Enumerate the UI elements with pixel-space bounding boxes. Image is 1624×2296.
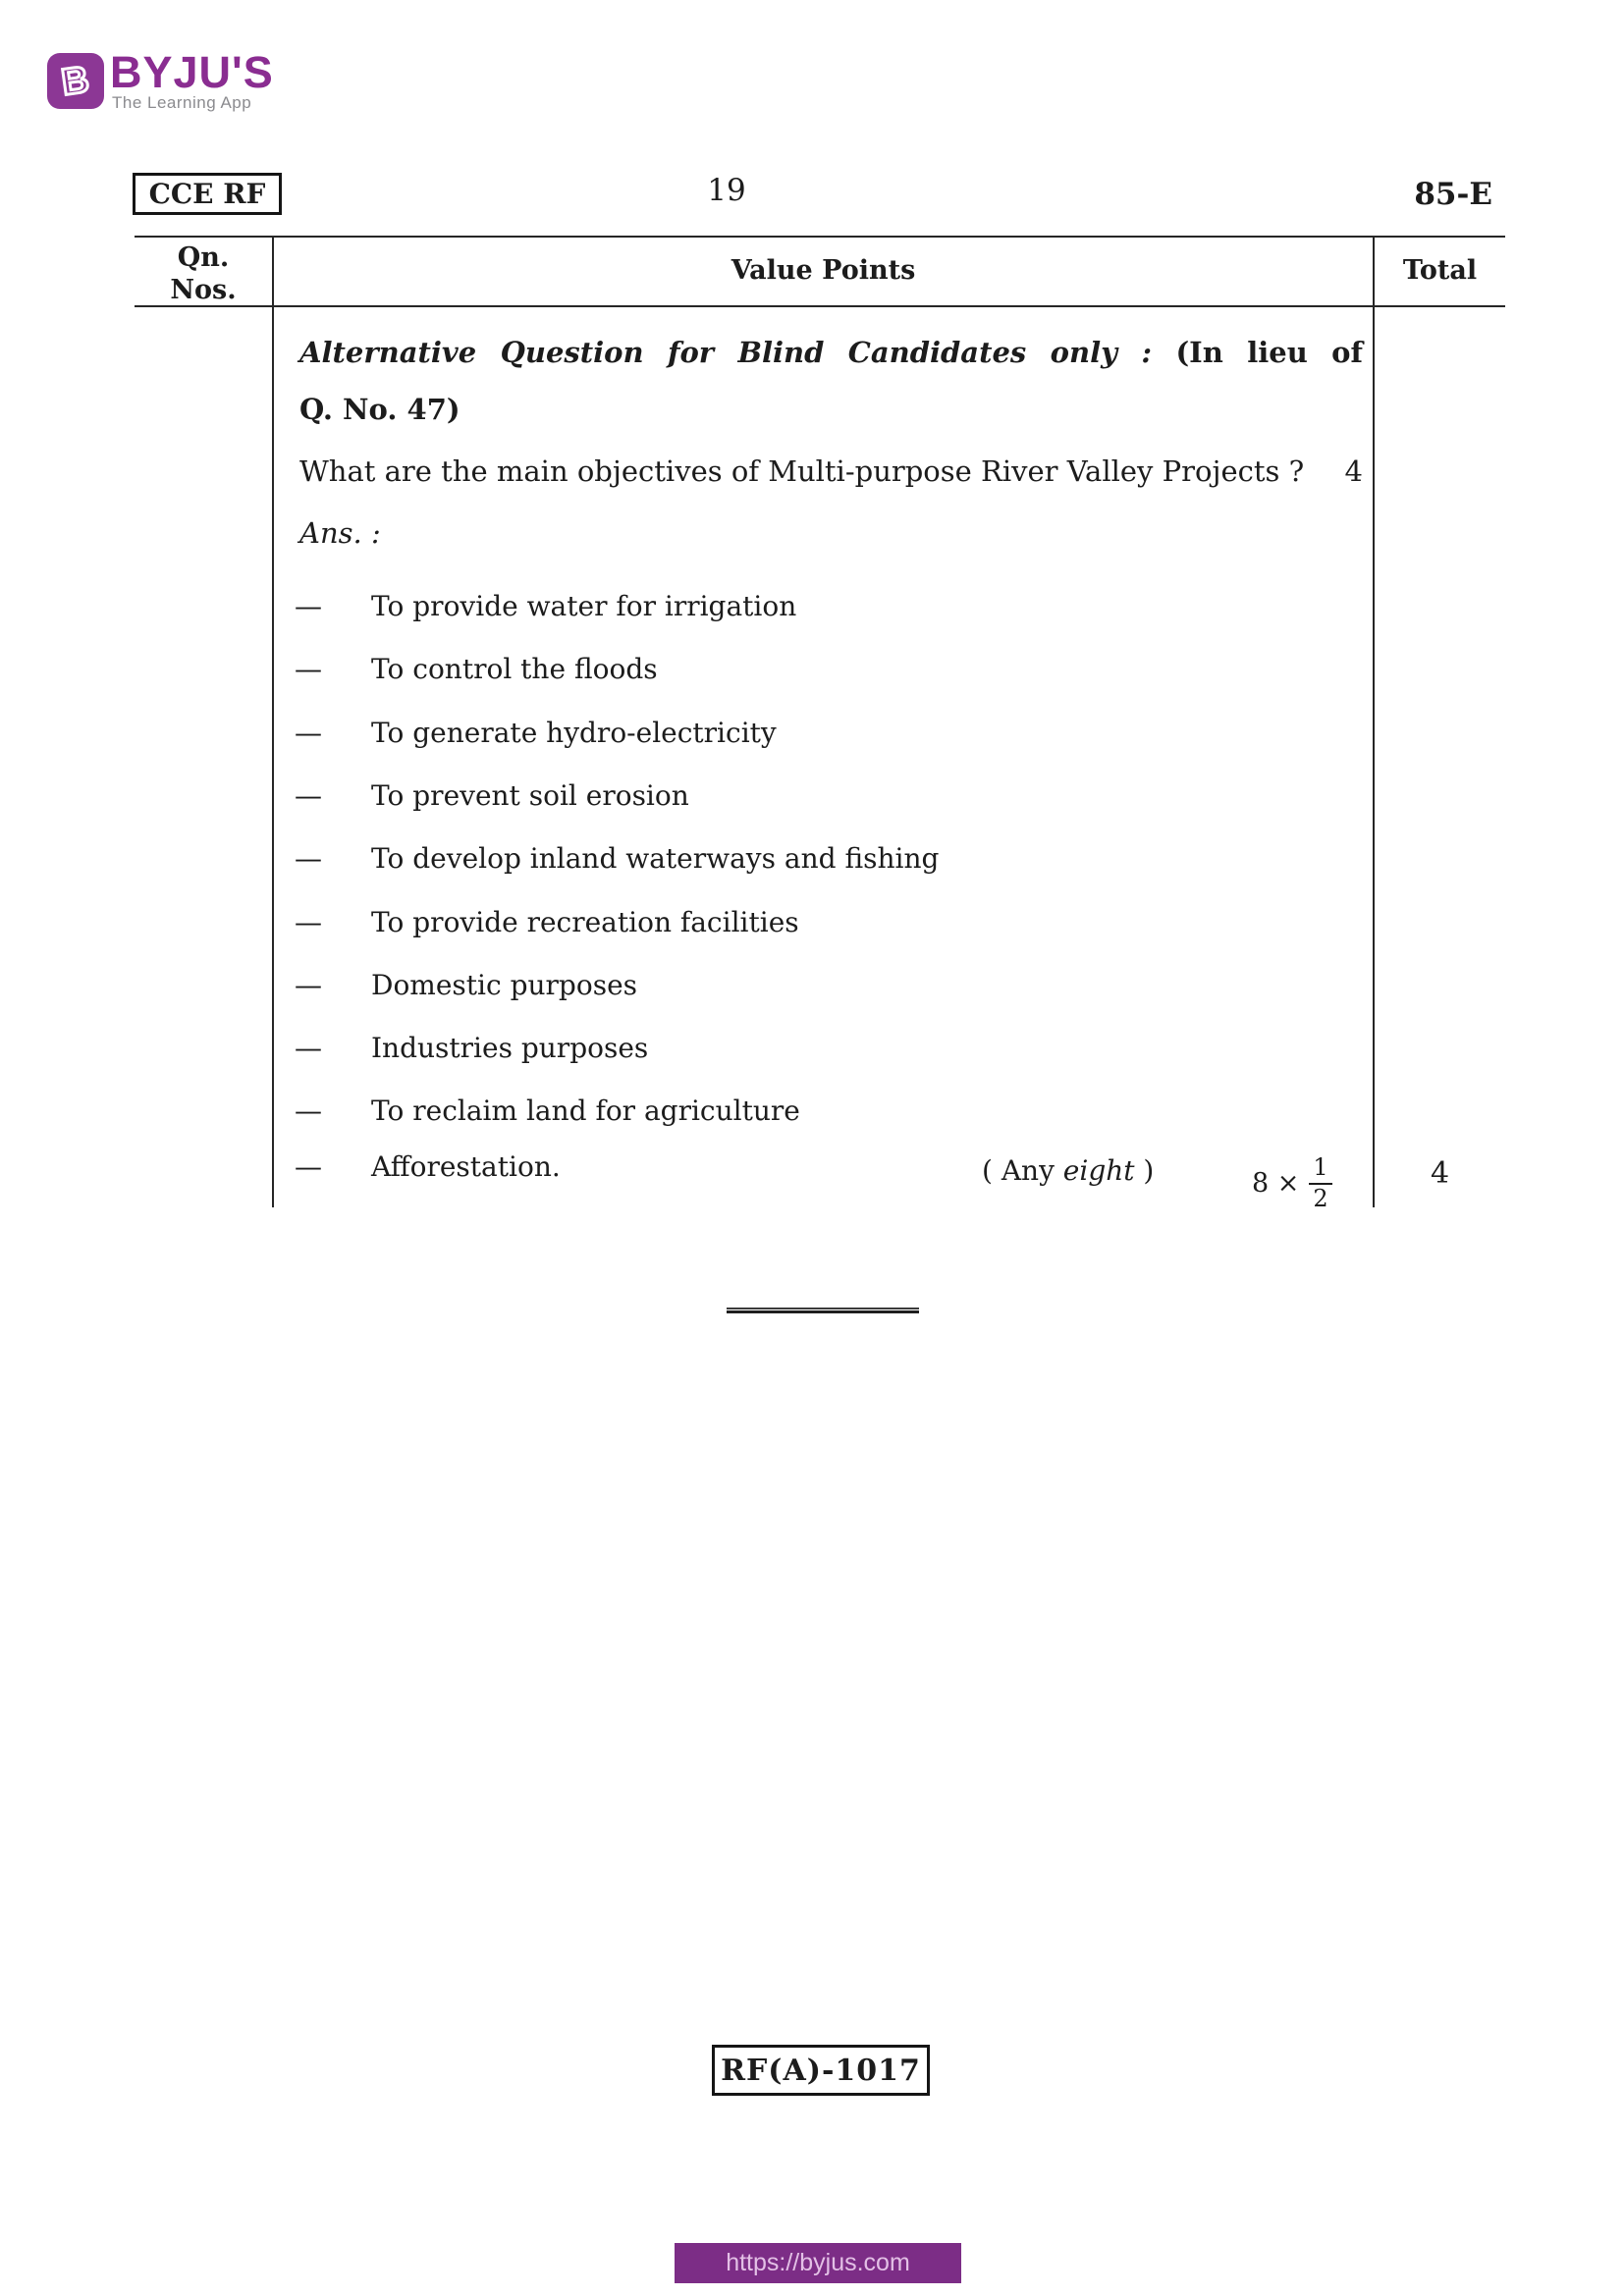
column-header-nos: Nos.: [170, 275, 237, 305]
question-row: [299, 454, 1363, 488]
dash-bullet: —: [295, 1095, 322, 1127]
value-point-text: To provide water for irrigation: [371, 590, 797, 622]
marks-fraction: [1309, 1154, 1331, 1212]
byjus-logo-name: BYJU'S: [110, 47, 274, 97]
any-note-suffix: ): [1134, 1154, 1155, 1187]
exam-type-box: CCE RF: [133, 173, 282, 215]
dash-bullet: —: [295, 1150, 322, 1183]
answer-label: Ans. :: [299, 516, 381, 550]
table-right-column-border: [1373, 236, 1375, 1207]
value-point-text: To develop inland waterways and fishing: [371, 842, 940, 875]
column-header-qn-nos: [135, 241, 272, 306]
page-number: 19: [707, 173, 746, 208]
value-point-text: To prevent soil erosion: [371, 779, 689, 812]
alt-question-heading-bold: (In lieu of: [1175, 336, 1363, 369]
any-eight-note: [982, 1154, 1154, 1187]
value-point-row: [295, 590, 1370, 622]
alt-question-heading-line2: Q. No. 47): [299, 393, 460, 426]
value-point-row: [295, 653, 1370, 685]
paper-code: 85-E: [1414, 177, 1492, 212]
dash-bullet: —: [295, 717, 322, 749]
value-point-row: [295, 969, 1370, 1001]
dash-bullet: —: [295, 906, 322, 938]
value-point-row: [295, 717, 1370, 749]
column-header-total: Total: [1402, 255, 1478, 286]
byjus-logo-icon: [47, 53, 104, 109]
value-point-text: Industries purposes: [371, 1032, 649, 1064]
dash-bullet: —: [295, 1032, 322, 1064]
value-point-text: To control the floods: [371, 653, 658, 685]
value-point-row-last: [295, 1150, 1370, 1212]
byjus-logo-tagline: The Learning App: [112, 93, 252, 112]
table-header-border: [135, 305, 1505, 307]
value-point-row: [295, 842, 1370, 875]
table-top-border: [135, 236, 1505, 238]
marks-expression-base: 8 ×: [1252, 1168, 1300, 1200]
fraction-numerator: 1: [1309, 1154, 1331, 1185]
alt-question-heading-line1: [299, 336, 1363, 369]
total-marks-value: 4: [1430, 1156, 1450, 1191]
value-point-text: To reclaim land for agriculture: [371, 1095, 800, 1127]
value-point-text: Afforestation.: [371, 1150, 561, 1183]
column-header-qn: Qn.: [177, 242, 230, 273]
dash-bullet: —: [295, 779, 322, 812]
column-header-value-points: Value Points: [731, 255, 916, 286]
marks-expression: [1252, 1154, 1332, 1212]
any-note-prefix: ( Any: [982, 1154, 1063, 1187]
dash-bullet: —: [295, 653, 322, 685]
value-point-text: Domestic purposes: [371, 969, 638, 1001]
value-point-row: [295, 1095, 1370, 1127]
table-left-column-border: [272, 236, 274, 1207]
question-text: What are the main objectives of Multi-purpose River Valley Projects ?: [299, 454, 1305, 488]
dash-bullet: —: [295, 590, 322, 622]
double-rule-separator: [727, 1308, 919, 1313]
value-point-text: To generate hydro-electricity: [371, 717, 777, 749]
alt-question-heading-italic: Alternative Question for Blind Candidates only :: [299, 336, 1153, 369]
value-point-row: [295, 779, 1370, 812]
value-point-row: [295, 1032, 1370, 1064]
value-point-text: To provide recreation facilities: [371, 906, 799, 938]
fraction-denominator: 2: [1313, 1184, 1328, 1212]
byjus-b-icon: B: [59, 58, 92, 104]
any-note-italic: eight: [1062, 1154, 1135, 1187]
value-point-row: [295, 906, 1370, 938]
question-marks: 4: [1344, 454, 1363, 488]
dash-bullet: —: [295, 842, 322, 875]
doc-code-box: RF(A)-1017: [712, 2045, 930, 2096]
dash-bullet: —: [295, 969, 322, 1001]
footer-url-banner[interactable]: https://byjus.com: [675, 2243, 961, 2283]
